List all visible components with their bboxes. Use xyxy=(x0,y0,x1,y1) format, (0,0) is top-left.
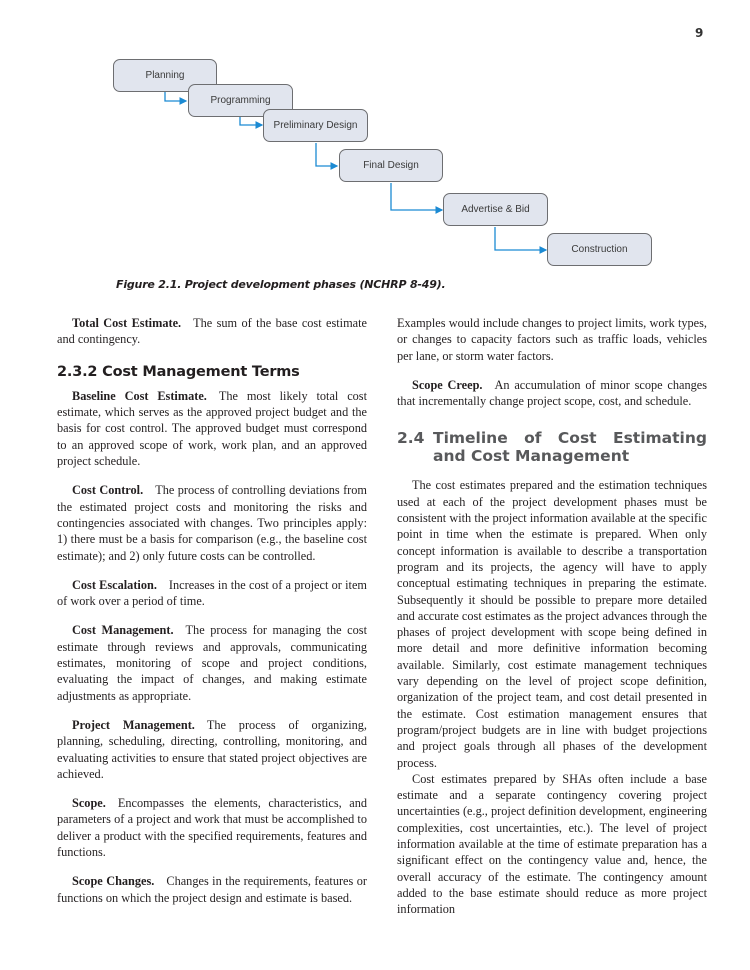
definition-term: Cost Management. xyxy=(72,623,174,638)
phase-preliminary-design: Preliminary Design xyxy=(263,109,368,142)
phase-programming: Programming xyxy=(188,84,293,117)
arrow-advertise-to-construction xyxy=(495,227,546,250)
definition-term: Scope. xyxy=(72,796,106,811)
scope-changes-continued: Examples would include changes to project limits, work types, or changes to capacity factors such as traffic loads, vehicles per lane, or storm water factors. xyxy=(397,316,707,363)
definition-term: Baseline Cost Estimate. xyxy=(72,388,207,403)
definition-scope-creep xyxy=(397,377,707,410)
definition-text: The most likely total cost estimate, which serves as the approved project budget and the basis for cost control. The approved budget must correspond to an approved scope of work, work plan, and an approved project schedule. xyxy=(57,388,367,469)
section-number: 2.4 xyxy=(397,429,425,448)
arrow-planning-to-programming xyxy=(165,92,186,101)
right-column xyxy=(397,315,707,918)
left-column xyxy=(57,315,367,919)
project-phases-diagram xyxy=(0,0,750,270)
page-number: 9 xyxy=(695,26,704,40)
definition-project-management xyxy=(57,717,367,782)
phase-connectors xyxy=(0,0,750,270)
definition-cost-management xyxy=(57,622,367,703)
definition-term: Total Cost Estimate. xyxy=(72,316,182,330)
arrow-preliminary-to-final xyxy=(316,143,337,166)
definition-term: Cost Control. xyxy=(72,483,144,498)
definition-term: Scope Creep. xyxy=(412,377,483,392)
definition-term: Project Management. xyxy=(72,717,195,732)
definition-text: Increases in the cost of a project or item of work over a period of time. xyxy=(57,577,367,609)
definition-baseline-cost-estimate xyxy=(57,388,367,469)
phase-planning: Planning xyxy=(113,59,217,92)
definition-text: Changes in the requirements, features or functions on which the project design and estimate is based. xyxy=(57,874,367,905)
section-heading-2-3-2: 2.3.2 Cost Management Terms xyxy=(57,363,300,380)
definition-term: Cost Escalation. xyxy=(72,577,157,592)
definition-scope-changes xyxy=(57,873,367,906)
phase-final-design: Final Design xyxy=(339,149,443,182)
definition-text: The process for managing the cost estimate through reviews and approvals, communicating estimates, monitoring of scope and project conditions, evaluating the impact of changes, and making estimate adjustments as appropriate. xyxy=(57,623,367,703)
definition-text: The process of controlling deviations from the estimated project costs and monitoring the risks and contingencies associated with changes. Two principles apply: 1) there must be a basis for comparison (e.g., the baseline cost estimate); and 2) only future costs can be controlled. xyxy=(57,483,367,563)
definition-total-cost-estimate xyxy=(57,315,367,348)
arrow-final-to-advertise xyxy=(391,183,442,210)
definition-text: The sum of the base cost estimate and contingency. xyxy=(57,316,367,347)
figure-caption: Figure 2.1. Project development phases (NCHRP 8-49). xyxy=(116,278,446,291)
definition-text: Encompasses the elements, characteristics, and parameters of a project and work that must be accomplished to deliver a product with the specified requirements, features and functions. xyxy=(57,796,367,860)
definition-scope xyxy=(57,795,367,860)
body-paragraph: Cost estimates prepared by SHAs often include a base estimate and a separate contingency covering project uncertainties (e.g., project definition development, engineering complexities, cost uncertainties, etc.). The level of project information available at the time of estimate preparation has a significant effect on the contingency value and, hence, the overall accuracy of the estimate. The contingency amount added to the base estimate should reduce as more project information xyxy=(397,771,707,917)
phase-advertise-bid: Advertise & Bid xyxy=(443,193,548,226)
definition-cost-escalation xyxy=(57,577,367,610)
definition-text: An accumulation of minor scope changes that incrementally change project scope, cost, and schedule. xyxy=(397,377,708,409)
definition-text: The process of organizing, planning, scheduling, directing, controlling, monitoring, and evaluating activities to ensure that stated project objectives are achieved. xyxy=(57,717,367,781)
phase-construction: Construction xyxy=(547,233,652,266)
section-title: Timeline of Cost Estimating and Cost Management xyxy=(433,429,707,466)
arrow-programming-to-preliminary xyxy=(240,117,262,125)
body-paragraph: The cost estimates prepared and the estimation techniques used at each of the project development phases must be consistent with the project information available at the specific point in time when the estimate is prepared. When only concept information is available to describe a transportation program and its projects, the agency will have to apply conceptual estimating techniques in preparing the estimate. Subsequently it should be possible to prepare more detailed and accurate cost estimates as the project advances through the phases of project development with scope being defined in more detail and more definitive information becoming available. Similarly, cost estimate management techniques vary depending on the level of project scope definition, organization of the project team, and cost detail presented in the estimate. Cost estimation management ensures that program/project budgets are in line with budget projections and project goals through all phases of the development process. xyxy=(397,478,707,770)
section-heading-2-4 xyxy=(397,429,707,465)
definition-cost-control xyxy=(57,482,367,563)
definition-term: Scope Changes. xyxy=(72,874,155,889)
